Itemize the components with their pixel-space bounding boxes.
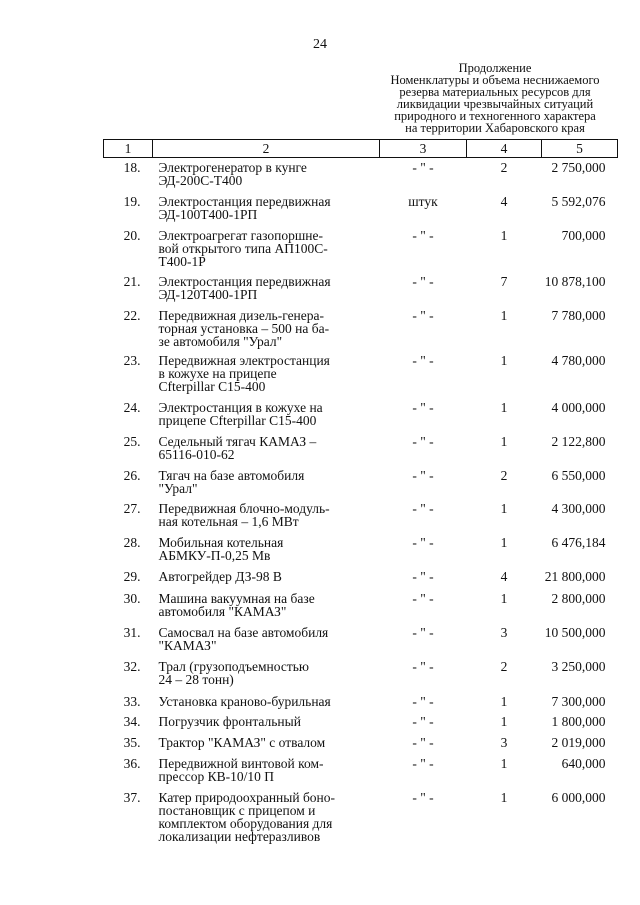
page-number: 24 — [313, 37, 327, 52]
resource-name-line: Передвижной винтовой ком- — [158, 756, 324, 771]
resource-name — [153, 158, 380, 196]
quantity-cell: 3 — [500, 735, 508, 750]
row-number: 32. — [123, 659, 141, 674]
unit-cell: - " - — [412, 274, 434, 289]
table-row — [104, 309, 618, 354]
row-number: 37. — [123, 790, 141, 805]
resource-name-line: Передвижная дизель-генера- — [158, 308, 325, 323]
resource-name-line: Трал (грузоподъемностью — [158, 659, 309, 674]
amount-cell: 6 000,000 — [551, 790, 606, 805]
continuation-line: ликвидации чрезвычайных ситуаций — [396, 97, 594, 111]
resource-name-line: АБМКУ-П-0,25 Мв — [158, 548, 271, 563]
row-number: 27. — [123, 501, 141, 516]
amount-cell: 2 750,000 — [551, 160, 606, 175]
unit-cell: - " - — [412, 694, 434, 709]
row-number: 21. — [123, 274, 141, 289]
column-header: 4 — [467, 140, 542, 158]
row-number: 19. — [123, 194, 141, 209]
continuation-title: Продолжение — [458, 61, 532, 75]
amount-cell: 2 019,000 — [551, 735, 606, 750]
resource-name — [153, 715, 380, 736]
amount-cell: 2 800,000 — [551, 591, 606, 606]
column-header: 1 — [104, 140, 153, 158]
table-row — [104, 626, 618, 660]
resource-name-line: "КАМАЗ" — [158, 638, 217, 653]
table-row — [104, 229, 618, 275]
resource-name-line: Самосвал на базе автомобиля — [158, 625, 329, 640]
unit-cell: - " - — [412, 400, 434, 415]
resource-name-line: Трактор "КАМАЗ" с отвалом — [158, 735, 326, 750]
resource-name — [153, 757, 380, 791]
amount-cell: 10 878,100 — [544, 274, 606, 289]
quantity-cell: 1 — [500, 790, 508, 805]
table-row — [104, 275, 618, 309]
resource-name-line: Электроагрегат газопоршне- — [158, 228, 323, 243]
resource-name-line: Погрузчик фронтальный — [158, 714, 301, 729]
quantity-cell: 1 — [500, 400, 508, 415]
unit-cell: - " - — [412, 659, 434, 674]
quantity-cell: 1 — [500, 308, 508, 323]
resource-name — [153, 536, 380, 570]
resource-name — [153, 695, 380, 715]
resource-name-line: автомобиля "КАМАЗ" — [158, 604, 287, 619]
continuation-header — [384, 62, 606, 134]
amount-cell: 640,000 — [561, 756, 606, 771]
amount-cell: 3 250,000 — [551, 659, 606, 674]
row-number: 33. — [123, 694, 141, 709]
column-header: 5 — [542, 140, 618, 158]
unit-cell: - " - — [412, 434, 434, 449]
resource-name — [153, 275, 380, 309]
resource-name-line: в кожухе на прицепе — [158, 366, 277, 381]
unit-cell: - " - — [412, 714, 434, 729]
table-row — [104, 660, 618, 695]
resource-name-line: ЭД-120Т400-1РП — [158, 287, 258, 302]
row-number: 30. — [123, 591, 141, 606]
resource-name — [153, 791, 380, 851]
table-row — [104, 715, 618, 736]
unit-cell: - " - — [412, 591, 434, 606]
amount-cell: 6 550,000 — [551, 468, 606, 483]
quantity-cell: 2 — [500, 659, 508, 674]
unit-cell: - " - — [412, 160, 434, 175]
quantity-cell: 2 — [500, 468, 508, 483]
resource-name — [153, 401, 380, 435]
resource-name-line: 65116-010-62 — [158, 447, 235, 462]
amount-cell: 21 800,000 — [544, 569, 606, 584]
quantity-cell: 1 — [500, 501, 508, 516]
resource-table — [103, 139, 618, 851]
resource-name-line: ная котельная – 1,6 МВт — [158, 514, 299, 529]
quantity-cell: 7 — [500, 274, 508, 289]
resource-name — [153, 195, 380, 229]
amount-cell: 10 500,000 — [544, 625, 606, 640]
quantity-cell: 1 — [500, 228, 508, 243]
table-row — [104, 158, 618, 196]
resource-name — [153, 736, 380, 757]
continuation-line: Номенклатуры и объема неснижаемого — [390, 73, 600, 87]
table-row — [104, 469, 618, 502]
resource-name-line: торная установка – 500 на ба- — [158, 321, 330, 336]
row-number: 31. — [123, 625, 141, 640]
amount-cell: 1 800,000 — [551, 714, 606, 729]
quantity-cell: 1 — [500, 591, 508, 606]
continuation-line: резерва материальных ресурсов для — [399, 85, 591, 99]
amount-cell: 4 780,000 — [551, 353, 606, 368]
resource-name — [153, 354, 380, 401]
amount-cell: 7 300,000 — [551, 694, 606, 709]
row-number: 34. — [123, 714, 141, 729]
resource-name-line: Установка краново-бурильная — [158, 694, 331, 709]
quantity-cell: 1 — [500, 714, 508, 729]
resource-name — [153, 660, 380, 695]
resource-name — [153, 626, 380, 660]
resource-name — [153, 435, 380, 469]
amount-cell: 5 592,076 — [551, 194, 606, 209]
table-header-row — [104, 140, 618, 158]
resource-name-line: Тягач на базе автомобиля — [158, 468, 305, 483]
table-row — [104, 736, 618, 757]
table-row — [104, 791, 618, 851]
amount-cell: 4 000,000 — [551, 400, 606, 415]
resource-name-line: Электростанция передвижная — [158, 194, 331, 209]
resource-name-line: Электростанция передвижная — [158, 274, 331, 289]
row-number: 18. — [123, 160, 141, 175]
unit-cell: - " - — [412, 625, 434, 640]
row-number: 36. — [123, 756, 141, 771]
resource-name — [153, 469, 380, 502]
resource-name — [153, 229, 380, 275]
resource-name — [153, 502, 380, 536]
table-row — [104, 536, 618, 570]
amount-cell: 700,000 — [561, 228, 606, 243]
quantity-cell: 2 — [500, 160, 508, 175]
row-number: 26. — [123, 468, 141, 483]
resource-name-line: Катер природоохранный боно- — [158, 790, 336, 805]
resource-name-line: прессор КВ-10/10 П — [158, 769, 275, 784]
resource-name — [153, 570, 380, 592]
amount-cell: 2 122,800 — [551, 434, 606, 449]
unit-cell: - " - — [412, 308, 434, 323]
amount-cell: 4 300,000 — [551, 501, 606, 516]
resource-name-line: Машина вакуумная на базе — [158, 591, 315, 606]
row-number: 35. — [123, 735, 141, 750]
quantity-cell: 4 — [500, 569, 508, 584]
resource-name-line: прицепе Cfterpillar C15-400 — [158, 413, 317, 428]
row-number: 20. — [123, 228, 141, 243]
table-row — [104, 354, 618, 401]
resource-name-line: 24 – 28 тонн) — [158, 672, 234, 687]
unit-cell: - " - — [412, 735, 434, 750]
unit-cell: штук — [408, 194, 438, 209]
quantity-cell: 3 — [500, 625, 508, 640]
quantity-cell: 1 — [500, 434, 508, 449]
resource-name-line: Электрогенератор в кунге — [158, 160, 307, 175]
quantity-cell: 1 — [500, 535, 508, 550]
table-row — [104, 401, 618, 435]
resource-name-line: Седельный тягач КАМАЗ – — [158, 434, 317, 449]
amount-cell: 6 476,184 — [551, 535, 606, 550]
unit-cell: - " - — [412, 756, 434, 771]
resource-name-line: "Урал" — [158, 481, 198, 496]
row-number: 24. — [123, 400, 141, 415]
resource-name-line: ЭД-200С-Т400 — [158, 173, 243, 188]
resource-name-line: вой открытого типа АП100С- — [158, 241, 328, 256]
unit-cell: - " - — [412, 468, 434, 483]
resource-name — [153, 592, 380, 626]
row-number: 22. — [123, 308, 141, 323]
quantity-cell: 1 — [500, 694, 508, 709]
table-row — [104, 695, 618, 715]
resource-name-line: Мобильная котельная — [158, 535, 284, 550]
continuation-line: природного и техногенного характера — [394, 109, 596, 123]
table-body — [104, 158, 618, 852]
column-header: 3 — [380, 140, 467, 158]
resource-name-line: комплектом оборудования для — [158, 816, 333, 831]
table-row — [104, 195, 618, 229]
resource-name-line: локализации нефтеразливов — [158, 829, 321, 844]
quantity-cell: 1 — [500, 756, 508, 771]
table-row — [104, 592, 618, 626]
resource-name-line: Автогрейдер ДЗ-98 В — [158, 569, 282, 584]
row-number: 23. — [123, 353, 141, 368]
unit-cell: - " - — [412, 228, 434, 243]
unit-cell: - " - — [412, 790, 434, 805]
column-header: 2 — [153, 140, 380, 158]
table-row — [104, 570, 618, 592]
resource-name-line: Cfterpillar C15-400 — [158, 379, 266, 394]
row-number: 29. — [123, 569, 141, 584]
unit-cell: - " - — [412, 353, 434, 368]
resource-name-line: Передвижная блочно-модуль- — [158, 501, 330, 516]
unit-cell: - " - — [412, 569, 434, 584]
resource-name-line: ЭД-100Т400-1РП — [158, 207, 258, 222]
table-row — [104, 757, 618, 791]
resource-name-line: зе автомобиля "Урал" — [158, 334, 283, 349]
resource-name-line: постановщик с прицепом и — [158, 803, 316, 818]
unit-cell: - " - — [412, 501, 434, 516]
quantity-cell: 1 — [500, 353, 508, 368]
resource-name-line: Т400-1Р — [158, 254, 206, 269]
table-row — [104, 435, 618, 469]
resource-name-line: Электростанция в кожухе на — [158, 400, 323, 415]
row-number: 25. — [123, 434, 141, 449]
resource-name — [153, 309, 380, 354]
resource-name-line: Передвижная электростанция — [158, 353, 330, 368]
unit-cell: - " - — [412, 535, 434, 550]
continuation-line: на территории Хабаровского края — [405, 121, 585, 135]
table-row — [104, 502, 618, 536]
amount-cell: 7 780,000 — [551, 308, 606, 323]
row-number: 28. — [123, 535, 141, 550]
quantity-cell: 4 — [500, 194, 508, 209]
